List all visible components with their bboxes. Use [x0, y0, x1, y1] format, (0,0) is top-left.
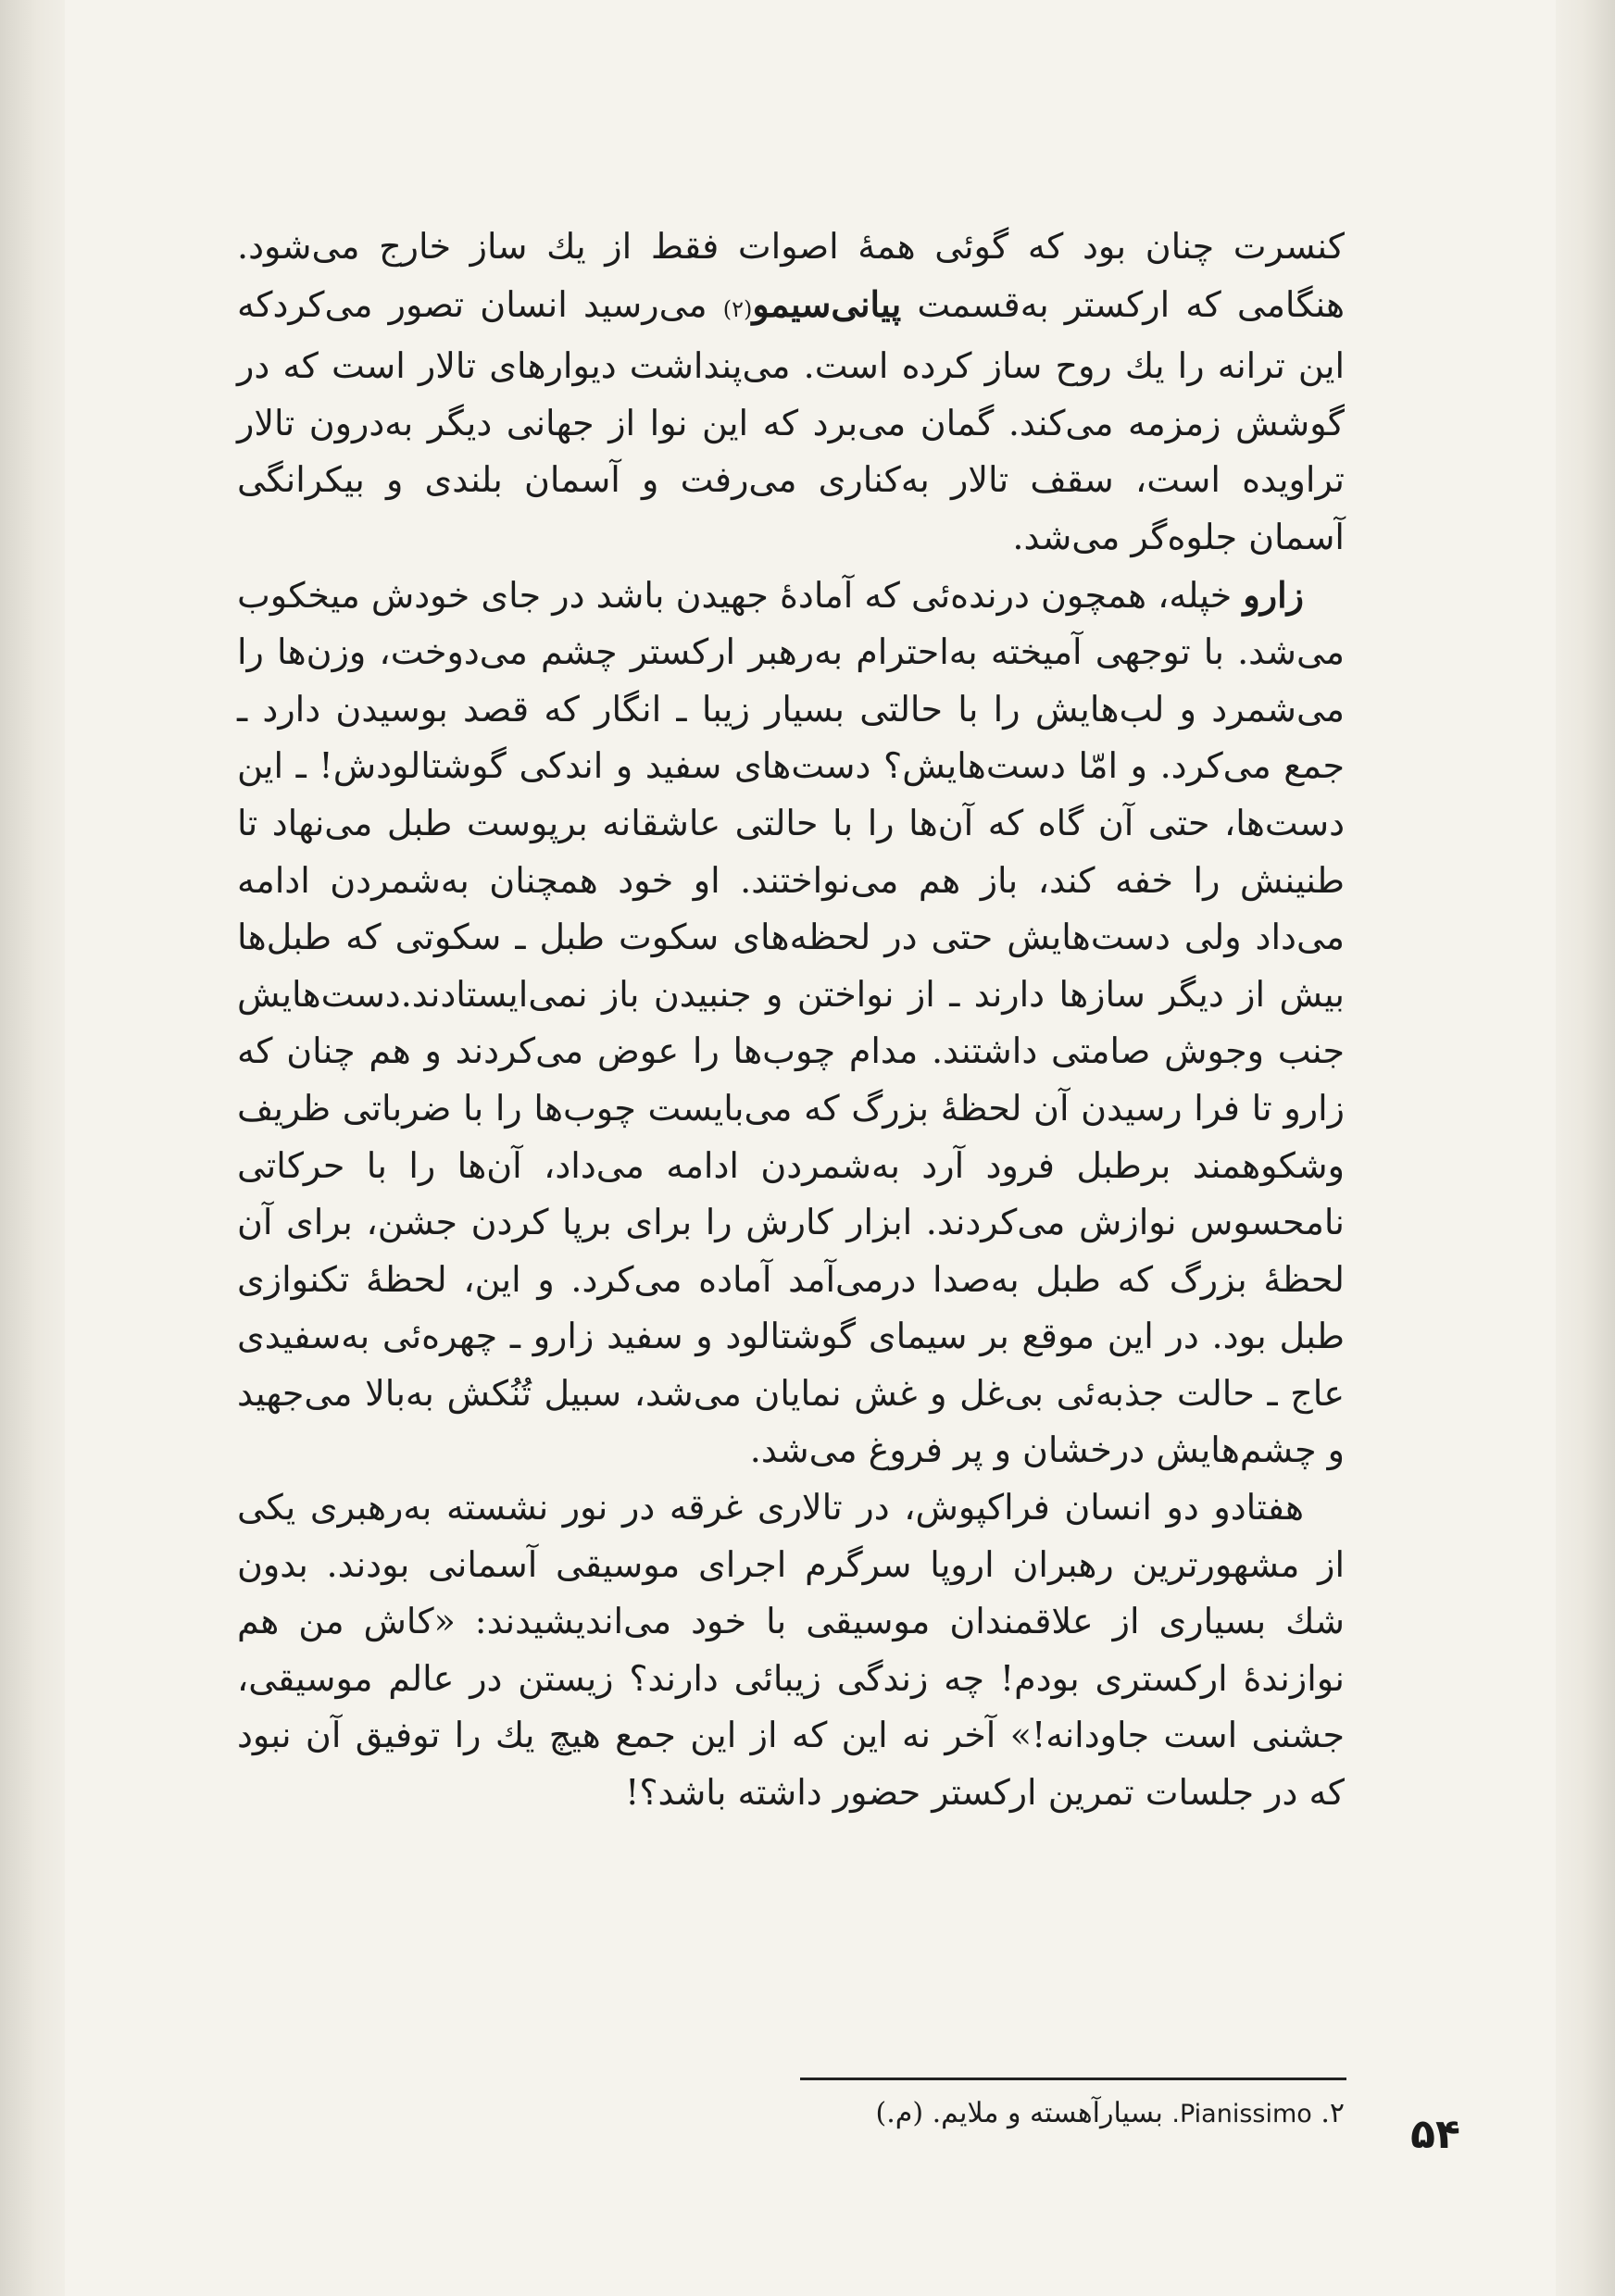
paragraph-2 — [237, 567, 1345, 1480]
footnote-text: بسیارآهسته و ملایم. (م.) — [875, 2097, 1163, 2129]
footnote-latin-term: Pianissimo. — [1171, 2100, 1312, 2128]
footnote-reference: (۲) — [722, 295, 753, 322]
paragraph-1 — [237, 218, 1345, 567]
footnote-divider — [800, 2078, 1346, 2080]
footnote-number: ۲. — [1321, 2097, 1345, 2129]
body-text — [237, 218, 1345, 1822]
paragraph-1-text-end: می‌رسید انسان تصور می‌کردکه این ترانه را یك روح ساز کرده است. می‌پنداشت دیوارهای تالار است که در گوشش زمزمه می‌کند. گمان می‌برد که این نوا از جهانی دیگر به‌درون تالار تراویده است، سقف تالار به‌کناری می‌رفت و آسمان بلندی و بیکرانگی آسمان جلوه‌گر می‌شد. — [237, 283, 1345, 557]
name-zaro: زارو — [1243, 573, 1304, 616]
footnote — [237, 2092, 1345, 2136]
pianissimo-term: پیانی‌سیمو — [752, 282, 902, 325]
paragraph-1-text-start: کنسرت چنان بود که گوئی همهٔ اصوات فقط از یك ساز خارج می‌شود. هنگامی که ارکستر به‌قسمت — [237, 226, 1345, 325]
paragraph-2-text: خپله، همچون درنده‌ئی که آمادهٔ جهیدن باشد در جای خودش میخکوب می‌شد. با توجهی آمیخته به‌احترام به‌رهبر ارکستر چشم می‌دوخت، وزن‌ها را می‌شمرد و لب‌هایش را با حالتی بسیار زیبا ـ انگار که قصد بوسیدن دارد ـ جمع می‌کرد. و امّا دست‌هایش؟ دست‌های سفید و اندکی گوشتالودش! ـ این دست‌ها، حتی آن گاه که آن‌ها را با حالتی عاشقانه برپوست طبل می‌نهاد تا طنینش را خفه کند، باز هم می‌نواختند. او خود همچنان به‌شمردن ادامه می‌داد ولی دست‌هایش حتی در لحظه‌های سکوت طبل ـ سکوتی که طبل‌ها بیش از دیگر سازها دارند ـ از نواختن و جنبیدن باز نمی‌ایستادند.دست‌هایش جنب وجوش صامتی داشتند. مدام چوب‌ها را عوض می‌کردند و هم چنان که زارو تا فرا رسیدن آن لحظهٔ بزرگ که می‌بایست چوب‌ها را با ضرباتی ظریف وشکوهمند برطبل فرود آرد به‌شمردن ادامه می‌داد، آن‌ها را با حرکاتی نامحسوس نوازش می‌کردند. ابزار کارش را برای برپا کردن جشن، برای آن لحظهٔ بزرگ که طبل به‌صدا درمی‌آمد آماده می‌کرد. و این، لحظهٔ تکنوازی طبل بود. در این موقع بر سیمای گوشتالود و سفید زارو ـ چهره‌ئی به‌سفیدی عاج ـ حالت جذبه‌ئی بی‌غل و غش نمایان می‌شد، سبیل تُنُکش به‌بالا می‌جهید و چشم‌هایش درخشان و پر فروغ می‌شد. — [237, 574, 1345, 1471]
page-number: ۵۴ — [1410, 2111, 1460, 2158]
paragraph-3: هفتادو دو انسان فراکپوش، در تالاری غرقه در نور نشسته به‌رهبری یکی از مشهورترین رهبران اروپا سرگرم اجرای موسیقی آسمانی بودند. بدون شك بسیاری از علاقمندان موسیقی با خود می‌اندیشیدند: «کاش من هم نوازندهٔ ارکستری بودم! چه زندگی زیبائی دارند؟ زیستن در عالم موسیقی، جشنی است جاودانه!» آخر نه این که از این جمع هیچ یك را توفیق آن نبود که در جلسات تمرین ارکستر حضور داشته باشد؟! — [237, 1487, 1345, 1814]
